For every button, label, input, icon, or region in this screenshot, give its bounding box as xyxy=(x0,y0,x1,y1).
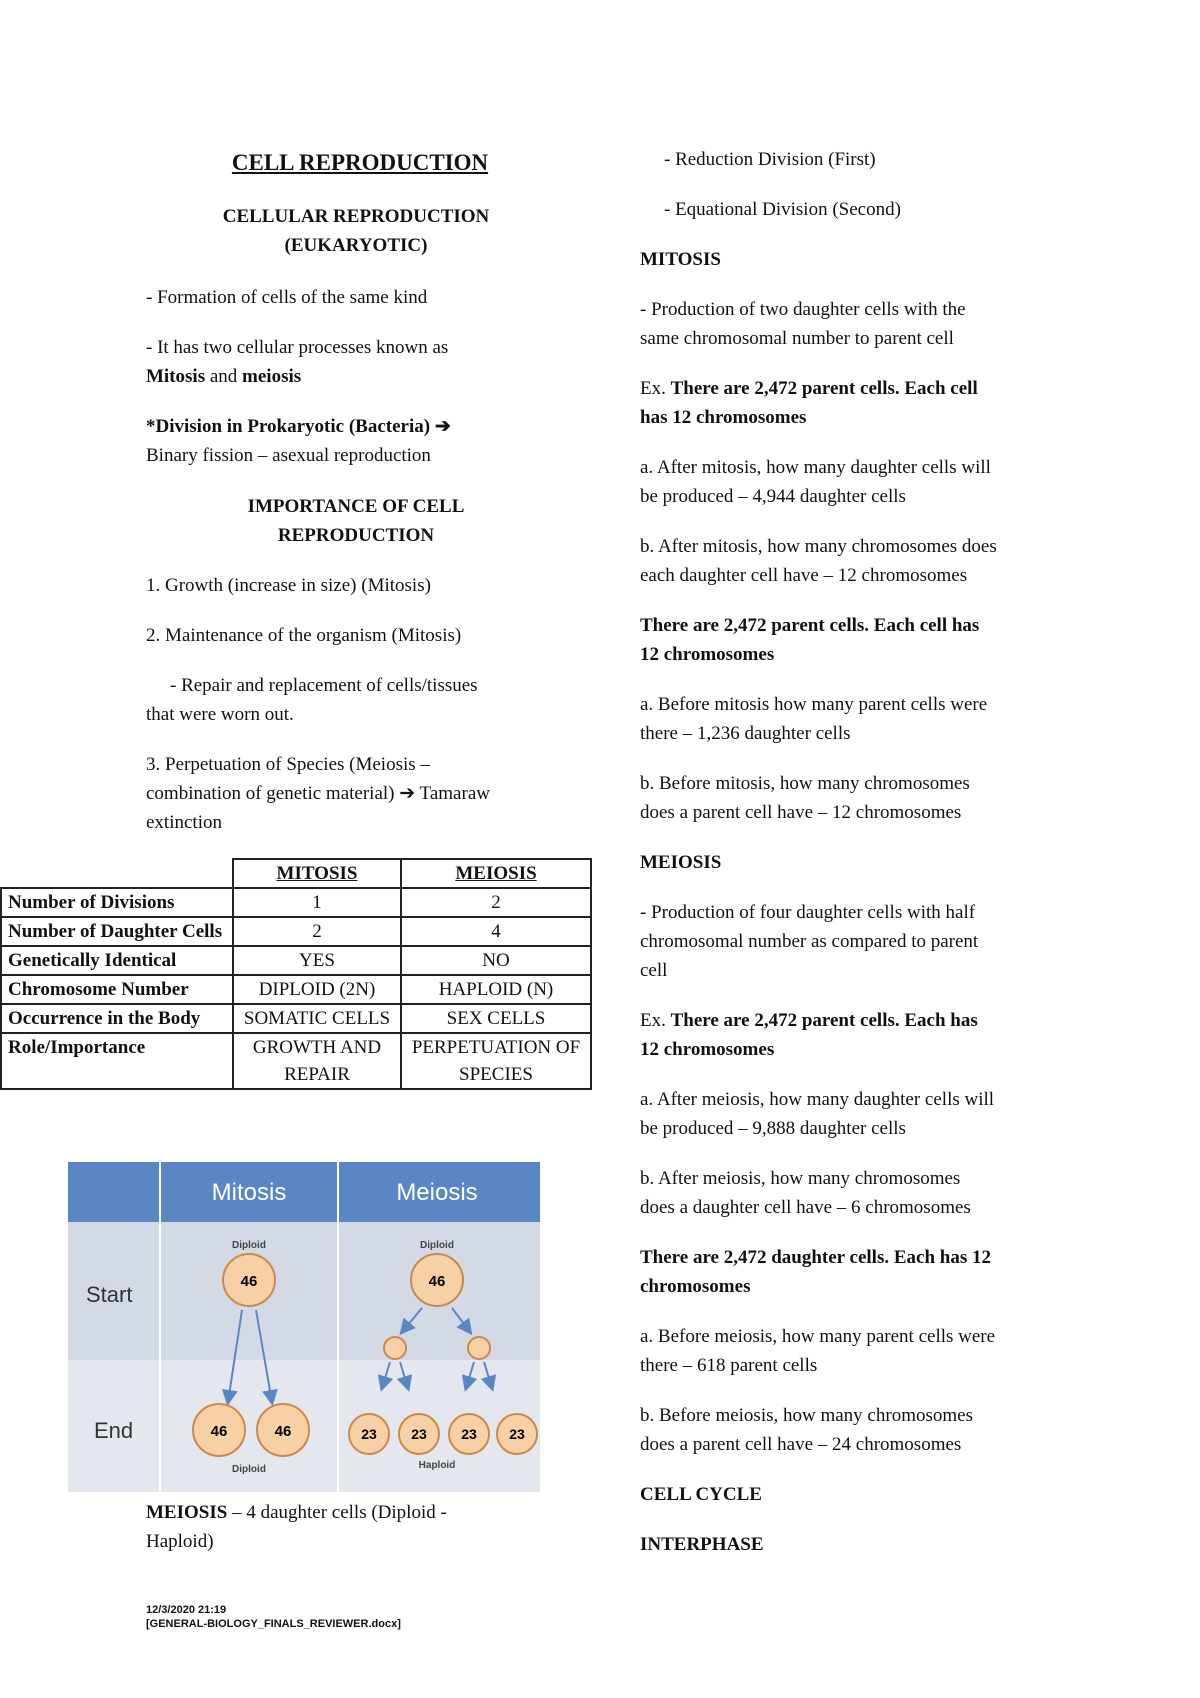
importance-heading-line1: IMPORTANCE OF CELL xyxy=(247,496,465,517)
example4-line1: There are 2,472 daughter cells. Each has 12 xyxy=(640,1247,991,1268)
diagram-intermediate-cell xyxy=(468,1337,490,1359)
diagram-daughter-value: 46 xyxy=(210,1423,228,1440)
example4b-line2: does a parent cell have – 24 chromosomes xyxy=(640,1434,962,1455)
and-text: and xyxy=(205,366,243,387)
footer-filename: [GENERAL-BIOLOGY_FINALS_REVIEWER.docx] xyxy=(146,1618,401,1630)
table-cell-mitosis: SOMATIC CELLS xyxy=(233,1004,401,1033)
diagram-caption-line2: Haploid) xyxy=(146,1531,214,1552)
caption-meiosis-term: MEIOSIS xyxy=(146,1502,228,1523)
example3a-line1: a. After meiosis, how many daughter cells will xyxy=(640,1089,995,1110)
table-row xyxy=(1,917,591,946)
importance-item-growth: 1. Growth (increase in size) (Mitosis) xyxy=(146,575,431,596)
table-row xyxy=(1,946,591,975)
example2a-line2: there – 1,236 daughter cells xyxy=(640,723,851,744)
equational-division: - Equational Division (Second) xyxy=(664,199,901,220)
example1-line1 xyxy=(640,374,978,403)
mitosis-definition-line2: same chromosomal number to parent cell xyxy=(640,328,954,349)
table-header-meiosis: MEIOSIS xyxy=(401,859,591,888)
cell-cycle-heading: CELL CYCLE xyxy=(640,1484,762,1505)
caption-text: – 4 daughter cells (Diploid - xyxy=(227,1502,447,1523)
diagram-daughter-value: 46 xyxy=(274,1423,292,1440)
example2a-line1: a. Before mitosis how many parent cells were xyxy=(640,694,988,715)
prokaryotic-division: *Division in Prokaryotic (Bacteria) ➔ xyxy=(146,416,451,437)
example4-line2: chromosomes xyxy=(640,1276,751,1297)
table-row xyxy=(1,1033,591,1089)
diagram-label-diploid: Diploid xyxy=(420,1240,454,1251)
table-row xyxy=(1,975,591,1004)
diagram-header-meiosis: Meiosis xyxy=(396,1179,478,1206)
binary-fission: Binary fission – asexual reproduction xyxy=(146,445,431,466)
example4a-line1: a. Before meiosis, how many parent cells were xyxy=(640,1326,996,1347)
diagram-caption-line1 xyxy=(146,1498,447,1527)
mitosis-heading: MITOSIS xyxy=(640,249,721,270)
maintenance-sub-line1: - Repair and replacement of cells/tissues xyxy=(170,675,478,696)
example2b-line1: b. Before mitosis, how many chromosomes xyxy=(640,773,970,794)
example3-line2: 12 chromosomes xyxy=(640,1039,775,1060)
diagram-parent-value-mitosis: 46 xyxy=(240,1273,258,1290)
table-row-label: Genetically Identical xyxy=(1,946,233,975)
example2-line2: 12 chromosomes xyxy=(640,644,775,665)
table-row-label: Role/Importance xyxy=(1,1033,233,1089)
table-cell-meiosis: 2 xyxy=(401,888,591,917)
diagram-header-mitosis: Mitosis xyxy=(211,1179,287,1206)
table-row-label: Chromosome Number xyxy=(1,975,233,1004)
meiosis-definition-line3: cell xyxy=(640,960,668,981)
example3a-line2: be produced – 9,888 daughter cells xyxy=(640,1118,906,1139)
table-row-label: Occurrence in the Body xyxy=(1,1004,233,1033)
maintenance-sub-line2: that were worn out. xyxy=(146,704,294,725)
table-cell-mitosis: DIPLOID (2N) xyxy=(233,975,401,1004)
meiosis-term: meiosis xyxy=(242,366,302,387)
diagram-start-band xyxy=(68,1222,540,1360)
page-title: CELL REPRODUCTION xyxy=(231,150,489,175)
example-statement: There are 2,472 parent cells. Each cell xyxy=(670,378,978,399)
table-cell-mitosis: YES xyxy=(233,946,401,975)
example1a-line2: be produced – 4,944 daughter cells xyxy=(640,486,906,507)
mitosis-definition-line1: - Production of two daughter cells with the xyxy=(640,299,966,320)
subtitle-line1: CELLULAR REPRODUCTION xyxy=(222,206,490,227)
example2-line1: There are 2,472 parent cells. Each cell has xyxy=(640,615,980,636)
example3b-line1: b. After meiosis, how many chromosomes xyxy=(640,1168,961,1189)
example3b-line2: does a daughter cell have – 6 chromosomes xyxy=(640,1197,971,1218)
diagram-row-end: End xyxy=(94,1418,134,1443)
mitosis-term: Mitosis xyxy=(146,366,206,387)
table-corner-cell xyxy=(1,859,233,888)
example1b-line2: each daughter cell have – 12 chromosomes xyxy=(640,565,968,586)
importance-item-perpetuation-line2: combination of genetic material) ➔ Tamaraw xyxy=(146,783,490,804)
footer-timestamp: 12/3/2020 21:19 xyxy=(146,1604,227,1616)
diagram-label-diploid: Diploid xyxy=(232,1240,266,1251)
table-row-label: Number of Daughter Cells xyxy=(1,917,233,946)
example-prefix: Ex. xyxy=(640,1010,671,1031)
diagram-parent-value-meiosis: 46 xyxy=(428,1273,446,1290)
table-row-label: Number of Divisions xyxy=(1,888,233,917)
importance-heading-line2: REPRODUCTION xyxy=(277,525,435,546)
table-cell-meiosis: HAPLOID (N) xyxy=(401,975,591,1004)
table-cell-meiosis: SEX CELLS xyxy=(401,1004,591,1033)
diagram-daughter-value: 23 xyxy=(411,1426,427,1442)
table-cell-meiosis: PERPETUATION OF SPECIES xyxy=(401,1033,591,1089)
importance-item-perpetuation-line1: 3. Perpetuation of Species (Meiosis – xyxy=(146,754,430,775)
diagram-label-diploid: Diploid xyxy=(232,1464,266,1475)
diagram-daughter-value: 23 xyxy=(509,1426,525,1442)
example4a-line2: there – 618 parent cells xyxy=(640,1355,818,1376)
subtitle-line2: (EUKARYOTIC) xyxy=(284,235,428,256)
example2b-line2: does a parent cell have – 12 chromosomes xyxy=(640,802,962,823)
reduction-division: - Reduction Division (First) xyxy=(664,149,876,170)
example1-line2: has 12 chromosomes xyxy=(640,407,807,428)
table-cell-mitosis: 2 xyxy=(233,917,401,946)
diagram-row-start: Start xyxy=(86,1282,133,1307)
table-cell-mitosis: GROWTH AND REPAIR xyxy=(233,1033,401,1089)
importance-item-maintenance: 2. Maintenance of the organism (Mitosis) xyxy=(146,625,462,646)
mitosis-meiosis-diagram xyxy=(68,1162,540,1492)
meiosis-heading: MEIOSIS xyxy=(640,852,722,873)
table-cell-meiosis: 4 xyxy=(401,917,591,946)
diagram-intermediate-cell xyxy=(384,1337,406,1359)
table-header-row xyxy=(1,859,591,888)
table-header-mitosis: MITOSIS xyxy=(233,859,401,888)
example1b-line1: b. After mitosis, how many chromosomes does xyxy=(640,536,997,557)
paragraph-processes-line2 xyxy=(146,362,301,391)
example-prefix: Ex. xyxy=(640,378,671,399)
interphase-heading: INTERPHASE xyxy=(640,1534,764,1555)
example1a-line1: a. After mitosis, how many daughter cells will xyxy=(640,457,991,478)
diagram-label-haploid: Haploid xyxy=(418,1460,456,1471)
table-cell-mitosis: 1 xyxy=(233,888,401,917)
paragraph-processes-line1: - It has two cellular processes known as xyxy=(146,337,449,358)
example-statement: There are 2,472 parent cells. Each has xyxy=(670,1010,978,1031)
diagram-daughter-value: 23 xyxy=(361,1426,377,1442)
table-row xyxy=(1,888,591,917)
mitosis-meiosis-table xyxy=(0,858,592,1090)
meiosis-definition-line2: chromosomal number as compared to parent xyxy=(640,931,979,952)
example3-line1 xyxy=(640,1006,978,1035)
importance-item-perpetuation-line3: extinction xyxy=(146,812,222,833)
paragraph-formation: - Formation of cells of the same kind xyxy=(146,287,428,308)
table-cell-meiosis: NO xyxy=(401,946,591,975)
table-row xyxy=(1,1004,591,1033)
diagram-daughter-value: 23 xyxy=(461,1426,477,1442)
meiosis-definition-line1: - Production of four daughter cells with half xyxy=(640,902,976,923)
example4b-line1: b. Before meiosis, how many chromosomes xyxy=(640,1405,973,1426)
